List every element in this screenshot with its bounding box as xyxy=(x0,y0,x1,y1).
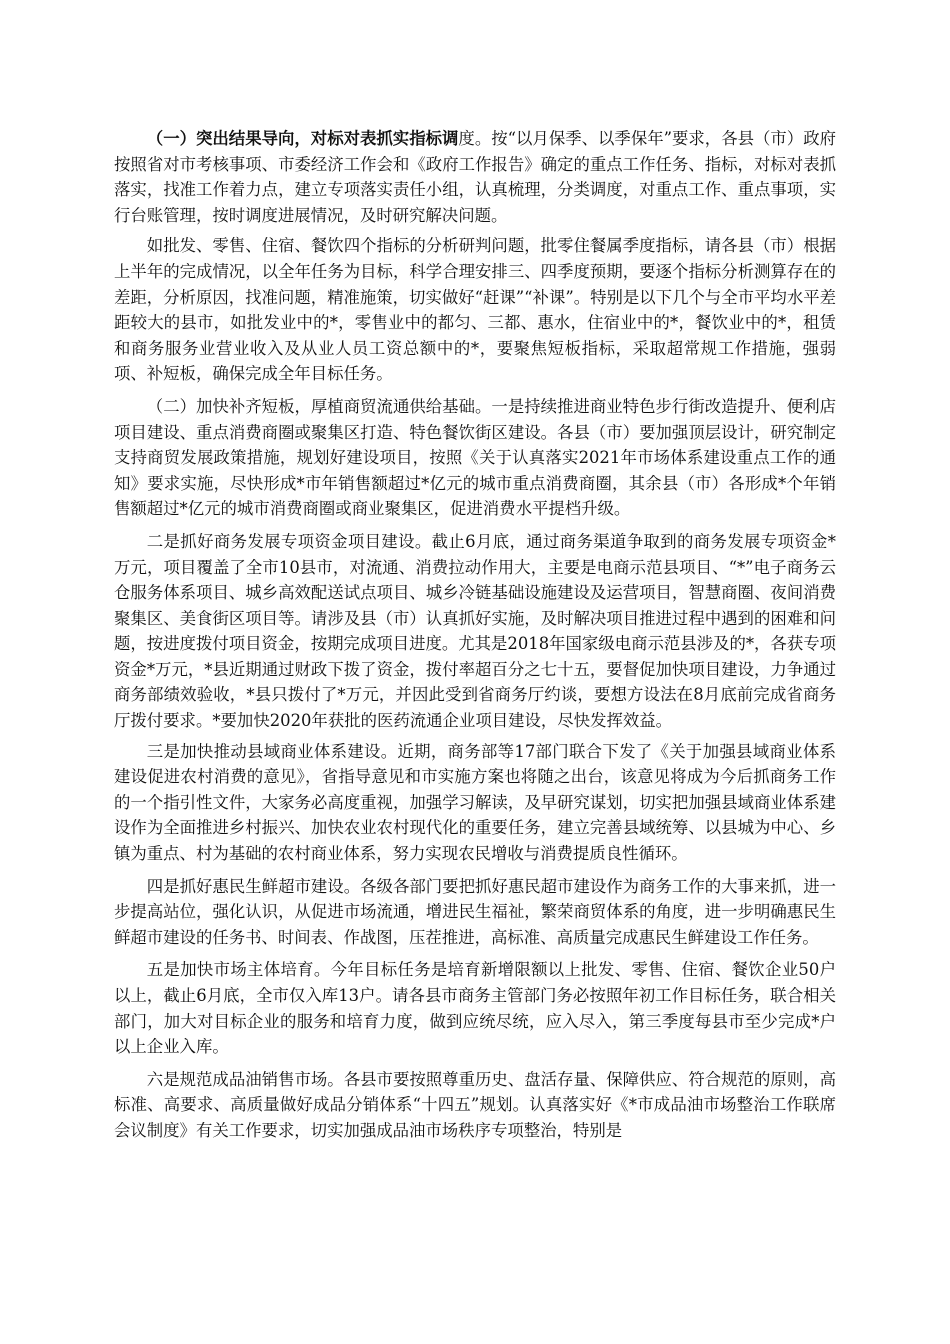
paragraph-1 xyxy=(114,126,836,228)
section-heading-1: （一）突出结果导向，对标对表抓实指标调 xyxy=(146,129,459,148)
paragraph-7: 五是加快市场主体培育。今年目标任务是培育新增限额以上批发、零售、住宿、餐饮企业50户以上，截止6月底，全市仅入库13户。请各县市商务主管部门务必按照年初工作目标任务，联合相关部门，加大对目标企业的服务和培育力度，做到应统尽统，应入尽入，第三季度每县市至少完成*户以上企业入库。 xyxy=(114,960,836,1057)
paragraph-4: 二是抓好商务发展专项资金项目建设。截止6月底，通过商务渠道争取到的商务发展专项资金*万元，项目覆盖了全市10县市，对流通、消费拉动作用大，主要是电商示范县项目、“*”电子商务云仓服务体系项目、城乡高效配送试点项目、城乡冷链基础设施建设及运营项目，智慧商圈、夜间消费聚集区、美食街区项目等。请涉及县（市）认真抓好实施，及时解决项目推进过程中遇到的困难和问题，按进度拨付项目资金，按期完成项目进度。尤其是2018年国家级电商示范县涉及的*，各获专项资金*万元，*县近期通过财政下拨了资金，拨付率超百分之七十五，要督促加快项目建设，力争通过商务部绩效验收，*县只拨付了*万元，并因此受到省商务厅约谈，要想方设法在8月底前完成省商务厅拨付要求。*要加快2020年获批的医药流通企业项目建设，尽快发挥效益。 xyxy=(114,531,836,731)
paragraph-8: 六是规范成品油销售市场。各县市要按照尊重历史、盘活存量、保障供应、符合规范的原则，高标准、高要求、高质量做好成品分销体系“十四五”规划。认真落实好《*市成品油市场整治工作联席会议制度》有关工作要求，切实加强成品油市场秩序专项整治，特别是 xyxy=(114,1069,836,1140)
paragraph-1-text: 度。按“以月保季、以季保年”要求，各县（市）政府按照省对市考核事项、市委经济工作会和《政府工作报告》确定的重点工作任务、指标，对标对表抓落实，找准工作着力点，建立专项落实责任小组，认真梳理，分类调度，对重点工作、重点事项，实行台账管理，按时调度进展情况，及时研究解决问题。 xyxy=(114,129,837,225)
paragraph-3: （二）加快补齐短板，厚植商贸流通供给基础。一是持续推进商业特色步行街改造提升、便利店项目建设、重点消费商圈或聚集区打造、特色餐饮街区建设。各县（市）要加强顶层设计，研究制定支持商贸发展政策措施，规划好建设项目，按照《关于认真落实2021年市场体系建设重点工作的通知》要求实施，尽快形成*市年销售额超过*亿元的城市重点消费商圈，其余县（市）各形成*个年销售额超过*亿元的城市消费商圈或商业聚集区，促进消费水平提档升级。 xyxy=(114,396,836,519)
paragraph-5: 三是加快推动县域商业体系建设。近期，商务部等17部门联合下发了《关于加强县域商业体系建设促进农村消费的意见》，省指导意见和市实施方案也将随之出台，该意见将成为今后抓商务工作的一个指引性文件，大家务必高度重视，加强学习解读，及早研究谋划，切实把加强县域商业体系建设作为全面推进乡村振兴、加快农业农村现代化的重要任务，建立完善县域统筹、以县城为中心、乡镇为重点、村为基础的农村商业体系，努力实现农民增收与消费提质良性循环。 xyxy=(114,741,836,864)
paragraph-6: 四是抓好惠民生鲜超市建设。各级各部门要把抓好惠民超市建设作为商务工作的大事来抓，进一步提高站位，强化认识，从促进市场流通，增进民生福祉，繁荣商贸体系的角度，进一步明确惠民生鲜超市建设的任务书、时间表、作战图，压茬推进，高标准、高质量完成惠民生鲜建设工作任务。 xyxy=(114,876,836,947)
document-body xyxy=(114,126,836,1144)
paragraph-2: 如批发、零售、住宿、餐饮四个指标的分析研判问题，批零住餐属季度指标，请各县（市）根据上半年的完成情况，以全年任务为目标，科学合理安排三、四季度预期，要逐个指标分析测算存在的差距，分析原因，找准问题，精准施策，切实做好“赶课”“补课”。特别是以下几个与全市平均水平差距较大的县市，如批发业中的*，零售业中的都匀、三都、惠水，住宿业中的*，餐饮业中的*，租赁和商务服务业营业收入及从业人员工资总额中的*，要聚焦短板指标，采取超常规工作措施，强弱项、补短板，确保完成全年目标任务。 xyxy=(114,236,836,384)
